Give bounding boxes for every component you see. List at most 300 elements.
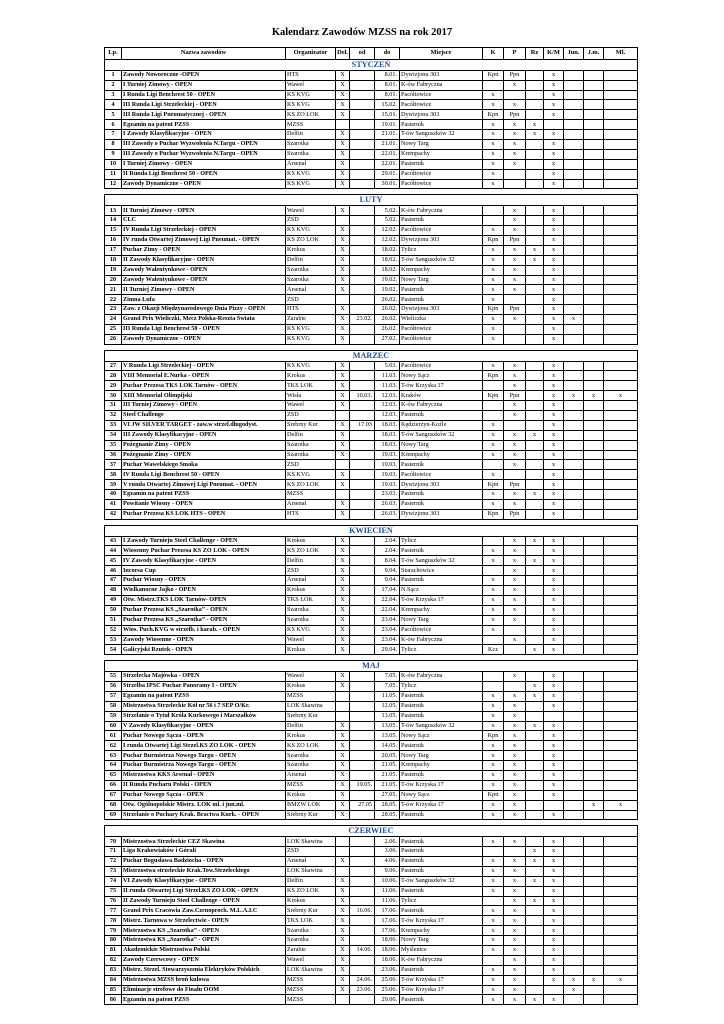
cat-jm [584, 605, 604, 615]
row-number: 42 [105, 509, 122, 519]
table-row [105, 800, 638, 810]
row-number: 43 [105, 536, 122, 546]
location: Pasternik [400, 711, 483, 721]
cat-p: x [504, 837, 526, 847]
row-number: 25 [105, 324, 122, 334]
cat-ml [604, 169, 638, 179]
cat-ml [604, 916, 638, 926]
organizer: Szarotka [286, 936, 336, 946]
cat-jun [564, 255, 584, 265]
cat-jm [584, 906, 604, 916]
delegate-mark [336, 120, 350, 130]
cat-k: x [483, 701, 504, 711]
cat-k [483, 635, 504, 645]
event-name: V Runda Ligi Strzeleckiej - OPEN [122, 361, 286, 371]
cat-jm [584, 955, 604, 965]
cat-km: x [544, 295, 564, 305]
delegate-mark: X [336, 159, 350, 169]
location: Pacółtowice [400, 226, 483, 236]
cat-rz [526, 420, 544, 430]
cat-k: x [483, 837, 504, 847]
table-row [105, 866, 638, 876]
cat-jm [584, 711, 604, 721]
location: T-ów Sanguszków 32 [400, 876, 483, 886]
cat-jm [584, 159, 604, 169]
row-number: 44 [105, 546, 122, 556]
row-number: 56 [105, 681, 122, 691]
cat-km: x [544, 645, 564, 655]
row-number: 52 [105, 625, 122, 635]
cat-k: Kpn [483, 391, 504, 401]
event-name: Zawody Noworoczne -OPEN [122, 70, 286, 80]
cat-km: x [544, 450, 564, 460]
organizer: TKS LOK [286, 916, 336, 926]
delegate-mark: X [336, 985, 350, 995]
event-name: VIII Memoriał E.Nurka - OPEN [122, 371, 286, 381]
delegate-mark: X [336, 761, 350, 771]
delegate-mark: X [336, 800, 350, 810]
event-name: Mistrzostwa strzeleckie Krak.Tow.Strzeleckiego [122, 866, 286, 876]
cat-jun [564, 450, 584, 460]
date-from [350, 430, 375, 440]
cat-k [483, 681, 504, 691]
cat-jm [584, 216, 604, 226]
table-row [105, 770, 638, 780]
row-number: 4 [105, 100, 122, 110]
location: Krempachy [400, 926, 483, 936]
cat-rz: x [526, 876, 544, 886]
cat-jun: x [564, 985, 584, 995]
organizer: KS ZO LOK [286, 886, 336, 896]
cat-rz [526, 334, 544, 344]
organizer: LOK Skawina [286, 965, 336, 975]
cat-p: x [504, 731, 526, 741]
row-number: 17 [105, 245, 122, 255]
event-name: II Runda Pucharu Polski - OPEN [122, 780, 286, 790]
event-name: Mistrzostwa KKS Arsenał - OPEN [122, 770, 286, 780]
organizer: MZSS [286, 985, 336, 995]
row-number: 34 [105, 430, 122, 440]
cat-km: x [544, 837, 564, 847]
organizer: Wawel [286, 955, 336, 965]
cat-rz [526, 470, 544, 480]
date-to: 8.04. [375, 556, 400, 566]
cat-km: x [544, 857, 564, 867]
cat-jun [564, 780, 584, 790]
date-from [350, 896, 375, 906]
delegate-mark: X [336, 586, 350, 596]
cat-jun [564, 995, 584, 1005]
cat-ml [604, 285, 638, 295]
table-row [105, 586, 638, 596]
date-to: 11.05. [375, 691, 400, 701]
table-row [105, 460, 638, 470]
cat-k: x [483, 245, 504, 255]
cat-jm: x [584, 391, 604, 401]
cat-k: x [483, 946, 504, 956]
cat-km: x [544, 790, 564, 800]
row-number: 85 [105, 985, 122, 995]
cat-jm [584, 500, 604, 510]
organizer: KS KVG [286, 334, 336, 344]
event-name: Strzelba IPSC Puchar Panoramy I - OPEN [122, 681, 286, 691]
cat-km: x [544, 460, 564, 470]
delegate-mark: X [336, 790, 350, 800]
cat-k: x [483, 995, 504, 1005]
delegate-mark [336, 701, 350, 711]
date-to: 17.04. [375, 586, 400, 596]
date-from [350, 955, 375, 965]
month-name: KWIECIEŃ [105, 525, 638, 536]
date-to: 18.06. [375, 946, 400, 956]
event-name: I Runda Ligi Benchrest 50 - OPEN [122, 90, 286, 100]
cat-k: x [483, 625, 504, 635]
row-number: 61 [105, 731, 122, 741]
cat-jm [584, 536, 604, 546]
organizer: KS KVG [286, 169, 336, 179]
table-row [105, 120, 638, 130]
row-number: 66 [105, 780, 122, 790]
cat-p: x [504, 595, 526, 605]
cat-jun [564, 90, 584, 100]
cat-ml [604, 711, 638, 721]
table-row [105, 965, 638, 975]
cat-k: x [483, 605, 504, 615]
delegate-mark: X [336, 896, 350, 906]
date-to: 25.06. [375, 975, 400, 985]
cat-p [504, 645, 526, 655]
date-from: 23.02. [350, 315, 375, 325]
row-number: 11 [105, 169, 122, 179]
organizer: Wawel [286, 401, 336, 411]
date-from [350, 216, 375, 226]
date-to: 27.05. [375, 790, 400, 800]
location: Krempachy [400, 265, 483, 275]
cat-p: x [504, 226, 526, 236]
cat-rz [526, 672, 544, 682]
cat-rz [526, 701, 544, 711]
cat-k: Kpn [483, 235, 504, 245]
cat-p: x [504, 315, 526, 325]
cat-p: x [504, 790, 526, 800]
cat-ml [604, 645, 638, 655]
cat-k: Kcz [483, 645, 504, 655]
date-from [350, 586, 375, 596]
delegate-mark: X [336, 80, 350, 90]
month-header-row [105, 525, 638, 536]
cat-jun [564, 751, 584, 761]
date-to: 14.05. [375, 741, 400, 751]
cat-p: x [504, 265, 526, 275]
cat-p: x [504, 206, 526, 216]
cat-rz [526, 100, 544, 110]
cat-rz [526, 605, 544, 615]
cat-km: x [544, 411, 564, 421]
date-from [350, 556, 375, 566]
date-to: 21.01. [375, 140, 400, 150]
cat-ml [604, 401, 638, 411]
cat-jm [584, 595, 604, 605]
cat-rz [526, 946, 544, 956]
delegate-mark: X [336, 90, 350, 100]
cat-k: x [483, 876, 504, 886]
organizer: ZSD [286, 411, 336, 421]
location: Pasternik [400, 866, 483, 876]
cat-rz [526, 140, 544, 150]
cat-rz [526, 916, 544, 926]
event-name: Incorsa Cup [122, 566, 286, 576]
cat-jm [584, 810, 604, 820]
cat-km: x [544, 946, 564, 956]
column-header: Organizator [286, 48, 336, 60]
date-to: 19.03. [375, 470, 400, 480]
date-from [350, 711, 375, 721]
table-row [105, 536, 638, 546]
cat-ml [604, 149, 638, 159]
location: T-ów Sanguszków 32 [400, 130, 483, 140]
event-name: IV Zawody Klasyfikacyjne - OPEN [122, 556, 286, 566]
cat-jun [564, 245, 584, 255]
location: Pasternik [400, 546, 483, 556]
cat-jun [564, 460, 584, 470]
cat-p: x [504, 460, 526, 470]
delegate-mark: X [336, 672, 350, 682]
cat-rz [526, 866, 544, 876]
cat-ml [604, 536, 638, 546]
date-from [350, 916, 375, 926]
event-name: Mistrzostwa KS „Szarotka” - OPEN [122, 926, 286, 936]
cat-ml [604, 790, 638, 800]
cat-ml [604, 295, 638, 305]
event-name: Wiosenny Puchar Prezesa KS ZO LOK - OPEN [122, 546, 286, 556]
organizer: KS ZO LOK [286, 235, 336, 245]
date-from [350, 576, 375, 586]
table-row [105, 975, 638, 985]
location: K-ów Fabryczna [400, 206, 483, 216]
row-number: 2 [105, 80, 122, 90]
cat-k [483, 955, 504, 965]
cat-jm [584, 130, 604, 140]
date-from [350, 411, 375, 421]
delegate-mark: X [336, 975, 350, 985]
table-row [105, 790, 638, 800]
cat-p: x [504, 411, 526, 421]
cat-k: x [483, 711, 504, 721]
date-from [350, 206, 375, 216]
row-number: 51 [105, 615, 122, 625]
cat-k: x [483, 780, 504, 790]
cat-km: x [544, 430, 564, 440]
cat-jun [564, 965, 584, 975]
cat-jm [584, 361, 604, 371]
cat-km: x [544, 906, 564, 916]
event-name: Puchar Bogusława Badziocha - OPEN [122, 857, 286, 867]
date-from [350, 305, 375, 315]
date-from [350, 401, 375, 411]
date-to: 26.02. [375, 315, 400, 325]
cat-p: x [504, 546, 526, 556]
table-row [105, 576, 638, 586]
event-name: III Zawody Klasyfikacyjne - OPEN [122, 430, 286, 440]
cat-km: x [544, 810, 564, 820]
cat-jun [564, 645, 584, 655]
column-header: do [375, 48, 400, 60]
cat-k: x [483, 450, 504, 460]
cat-p: x [504, 701, 526, 711]
cat-jm [584, 90, 604, 100]
cat-rz [526, 837, 544, 847]
cat-rz [526, 460, 544, 470]
cat-jun [564, 741, 584, 751]
date-to: 5.03. [375, 361, 400, 371]
date-from [350, 645, 375, 655]
cat-k [483, 847, 504, 857]
cat-rz [526, 285, 544, 295]
cat-ml [604, 965, 638, 975]
cat-p: x [504, 255, 526, 265]
table-row [105, 235, 638, 245]
location: Nowy Sącz [400, 790, 483, 800]
table-row [105, 985, 638, 995]
row-number: 86 [105, 995, 122, 1005]
event-name: CLC [122, 216, 286, 226]
cat-jun [564, 169, 584, 179]
date-from [350, 876, 375, 886]
location: Tylicz [400, 645, 483, 655]
date-to: 2.04. [375, 536, 400, 546]
delegate-mark: X [336, 536, 350, 546]
cat-ml [604, 334, 638, 344]
cat-rz: x [526, 721, 544, 731]
delegate-mark: X [336, 275, 350, 285]
cat-ml [604, 780, 638, 790]
date-to: 8.01. [375, 70, 400, 80]
cat-rz [526, 500, 544, 510]
row-number: 80 [105, 936, 122, 946]
cat-jm [584, 169, 604, 179]
location: Kędzierzyn-Koźle [400, 420, 483, 430]
cat-jun [564, 70, 584, 80]
cat-ml [604, 847, 638, 857]
cat-rz: x [526, 430, 544, 440]
row-number: 68 [105, 800, 122, 810]
cat-rz [526, 110, 544, 120]
table-row [105, 500, 638, 510]
date-to: 8.01. [375, 80, 400, 90]
delegate-mark: X [336, 886, 350, 896]
cat-km: x [544, 480, 564, 490]
cat-rz [526, 450, 544, 460]
cat-k: x [483, 810, 504, 820]
cat-km: x [544, 701, 564, 711]
cat-jun [564, 955, 584, 965]
event-name: Strzelanie o Puchary Krak. Bractwa Kurk. - OPEN [122, 810, 286, 820]
cat-ml [604, 886, 638, 896]
event-name: II Zawody Turnieju Steel Challenge - OPEN [122, 896, 286, 906]
event-name: Puchar Prezesa KS „Szarotka” - OPEN [122, 605, 286, 615]
table-row [105, 926, 638, 936]
date-to: 12.05. [375, 701, 400, 711]
cat-ml [604, 625, 638, 635]
cat-ml [604, 691, 638, 701]
cat-ml [604, 741, 638, 751]
event-name: Puchar Wawelskiego Smoka [122, 460, 286, 470]
cat-jun [564, 761, 584, 771]
event-name: Steel Challenge [122, 411, 286, 421]
cat-ml [604, 245, 638, 255]
location: Nowy Targ [400, 140, 483, 150]
location: Tylicz [400, 896, 483, 906]
cat-p: x [504, 361, 526, 371]
cat-jun [564, 500, 584, 510]
cat-jun [564, 80, 584, 90]
cat-rz [526, 381, 544, 391]
cat-p: x [504, 536, 526, 546]
date-to: 18.06. [375, 936, 400, 946]
cat-ml [604, 857, 638, 867]
cat-rz: x [526, 245, 544, 255]
organizer: ZSD [286, 295, 336, 305]
cat-k: x [483, 100, 504, 110]
cat-jm [584, 576, 604, 586]
cat-k: x [483, 226, 504, 236]
cat-p: Ppn [504, 70, 526, 80]
cat-jun [564, 140, 584, 150]
table-row [105, 391, 638, 401]
location: T-ów Krzyska 17 [400, 975, 483, 985]
date-from [350, 681, 375, 691]
cat-k: x [483, 741, 504, 751]
event-name: Puchar Prezesa KS LOK HTS - OPEN [122, 509, 286, 519]
delegate-mark: X [336, 936, 350, 946]
delegate-mark [336, 216, 350, 226]
cat-km: x [544, 70, 564, 80]
date-to: 13.05. [375, 711, 400, 721]
date-from [350, 255, 375, 265]
cat-jm [584, 761, 604, 771]
table-row [105, 401, 638, 411]
row-number: 23 [105, 305, 122, 315]
location: Pasternik [400, 906, 483, 916]
event-name: III Runda Ligi Strzeleckiej - OPEN [122, 100, 286, 110]
cat-km: x [544, 324, 564, 334]
cat-p [504, 847, 526, 857]
date-to: 27.02. [375, 334, 400, 344]
cat-jm [584, 110, 604, 120]
cat-ml [604, 440, 638, 450]
table-row [105, 857, 638, 867]
event-name: Puchar Prezesa KS „Szarotka” - OPEN [122, 615, 286, 625]
date-from [350, 866, 375, 876]
cat-jun [564, 120, 584, 130]
cat-km: x [544, 255, 564, 265]
date-to: 20.05. [375, 751, 400, 761]
location: Pacółtowice [400, 324, 483, 334]
cat-ml: x [604, 391, 638, 401]
cat-ml [604, 995, 638, 1005]
cat-rz [526, 790, 544, 800]
cat-rz [526, 149, 544, 159]
cat-km: x [544, 926, 564, 936]
table-row [105, 556, 638, 566]
header-row [105, 48, 638, 60]
date-from [350, 100, 375, 110]
cat-km: x [544, 100, 564, 110]
location: Nowy Targ [400, 615, 483, 625]
organizer: HTS [286, 70, 336, 80]
cat-jm [584, 876, 604, 886]
cat-p: x [504, 995, 526, 1005]
